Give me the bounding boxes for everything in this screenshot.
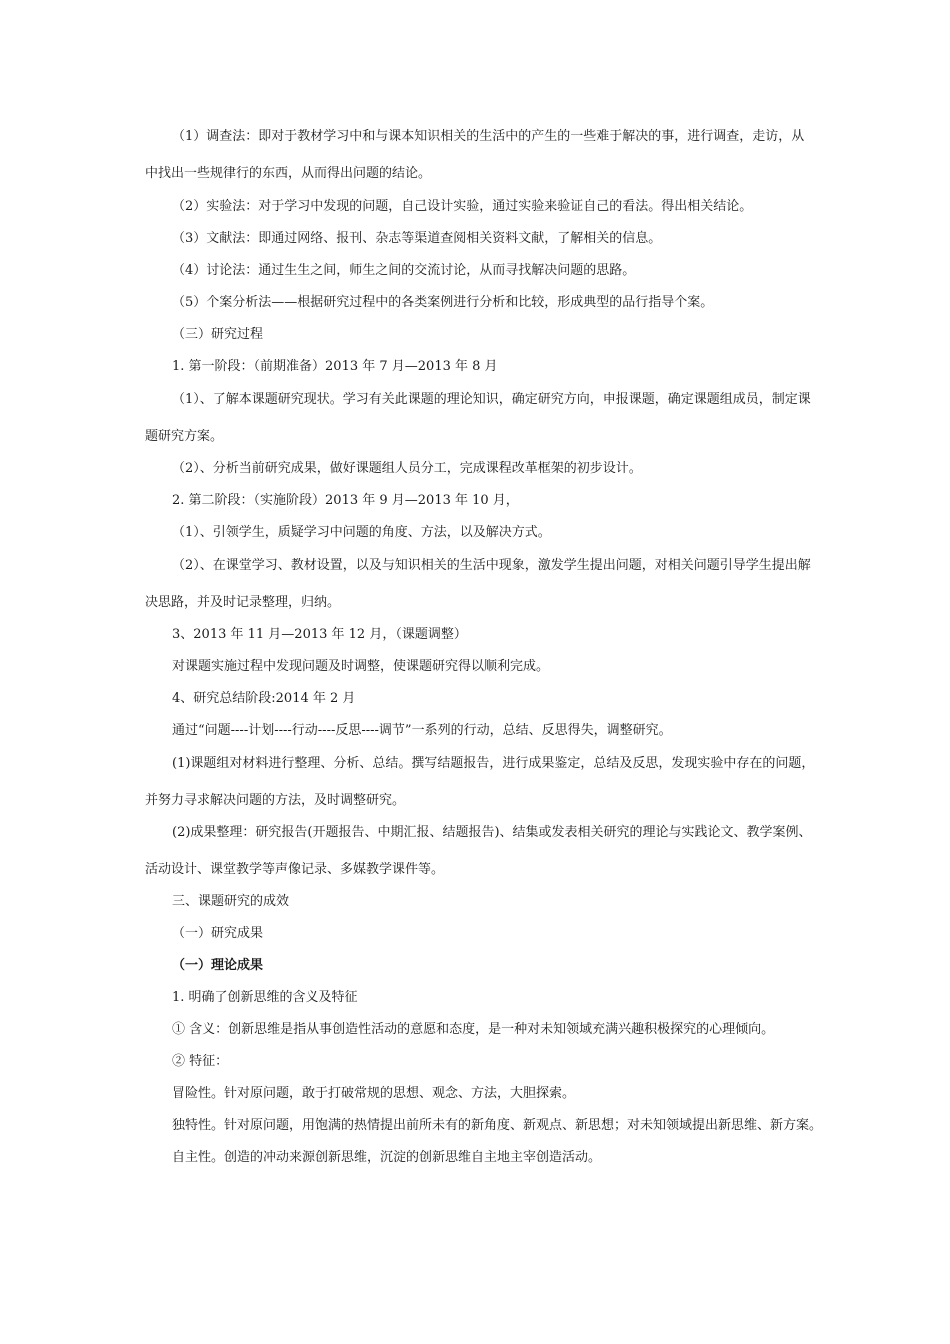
paragraph-stage-one-item-1: （1）、了解本课题研究现状。学习有关此课题的理论知识，确定研究方向，申报课题，确定课题组成员，制定课 <box>172 392 811 407</box>
paragraph-survey-method-cont: 中找出一些规律行的东西，从而得出问题的结论。 <box>145 166 432 181</box>
paragraph-stage-four: 通过“问题----计划----行动----反思----调节”一系列的行动，总结、反思得失，调整研究。 <box>172 723 672 738</box>
paragraph-stage-two-item-2: （2）、在课堂学习、教材设置，以及与知识相关的生活中现象，激发学生提出问题，对相关问题引导学生提出解 <box>172 558 811 573</box>
paragraph-stage-three: 对课题实施过程中发现问题及时调整，使课题研究得以顺利完成。 <box>172 659 550 674</box>
paragraph-case-analysis-method: （5）个案分析法——根据研究过程中的各类案例进行分析和比较，形成典型的品行指导个案。 <box>172 295 714 310</box>
paragraph-stage-one-item-2: （2）、分析当前研究成果，做好课题组人员分工，完成课程改革框架的初步设计。 <box>172 461 642 476</box>
heading-stage-three: 3、2013 年 11 月—2013 年 12 月，（课题调整） <box>172 627 467 642</box>
paragraph-feature-adventure: 冒险性。针对原问题，敢于打破常规的思想、观念、方法，大胆探索。 <box>172 1086 576 1101</box>
paragraph-features-label: ② 特征： <box>172 1054 229 1069</box>
paragraph-stage-one-item-1-cont: 题研究方案。 <box>145 429 224 444</box>
heading-creative-thinking: 1. 明确了创新思维的含义及特征 <box>172 990 358 1005</box>
heading-research-results: （一）研究成果 <box>172 926 264 941</box>
paragraph-meaning: ① 含义：创新思维是指从事创造性活动的意愿和态度，是一种对未知领域充满兴趣积极探究的心理倾向。 <box>172 1022 775 1037</box>
paragraph-experiment-method: （2）实验法：对于学习中发现的问题，自己设计实验，通过实验来验证自己的看法。得出相关结论。 <box>172 199 753 214</box>
heading-stage-four: 4、研究总结阶段:2014 年 2 月 <box>172 691 356 706</box>
paragraph-feature-uniqueness: 独特性。针对原问题，用饱满的热情提出前所未有的新角度、新观点、新思想；对未知领域提出新思维、新方案。 <box>172 1118 823 1133</box>
paragraph-stage-two-item-2-cont: 决思路，并及时记录整理，归纳。 <box>145 595 341 610</box>
paragraph-stage-four-item-1-cont: 并努力寻求解决问题的方法，及时调整研究。 <box>145 793 406 808</box>
heading-theory-results: （一）理论成果 <box>172 958 264 973</box>
paragraph-discussion-method: （4）讨论法：通过生生之间，师生之间的交流讨论，从而寻找解决问题的思路。 <box>172 263 636 278</box>
heading-research-process: （三）研究过程 <box>172 327 264 342</box>
heading-research-results-section: 三、课题研究的成效 <box>172 894 290 909</box>
paragraph-stage-two-item-1: （1）、引领学生，质疑学习中问题的角度、方法，以及解决方式。 <box>172 525 551 540</box>
paragraph-stage-four-item-1: (1)课题组对材料进行整理、分析、总结。撰写结题报告，进行成果鉴定，总结及反思，发现实验中存在的问题， <box>172 756 815 771</box>
paragraph-feature-autonomy: 自主性。创造的冲动来源创新思维，沉淀的创新思维自主地主宰创造活动。 <box>172 1150 602 1165</box>
paragraph-stage-four-item-2-cont: 活动设计、课堂教学等声像记录、多媒教学课件等。 <box>145 862 445 877</box>
heading-stage-one: 1. 第一阶段：（前期准备）2013 年 7 月—2013 年 8 月 <box>172 359 498 374</box>
heading-stage-two: 2. 第二阶段：（实施阶段）2013 年 9 月—2013 年 10 月， <box>172 493 519 508</box>
paragraph-literature-method: （3）文献法：即通过网络、报刊、杂志等渠道查阅相关资料文献，了解相关的信息。 <box>172 231 662 246</box>
paragraph-stage-four-item-2: (2)成果整理：研究报告(开题报告、中期汇报、结题报告)、结集或发表相关研究的理论与实践论文、教学案例、 <box>172 825 812 840</box>
paragraph-survey-method: （1）调查法：即对于教材学习中和与课本知识相关的生活中的产生的一些难于解决的事，进行调查，走访，从 <box>172 129 805 144</box>
